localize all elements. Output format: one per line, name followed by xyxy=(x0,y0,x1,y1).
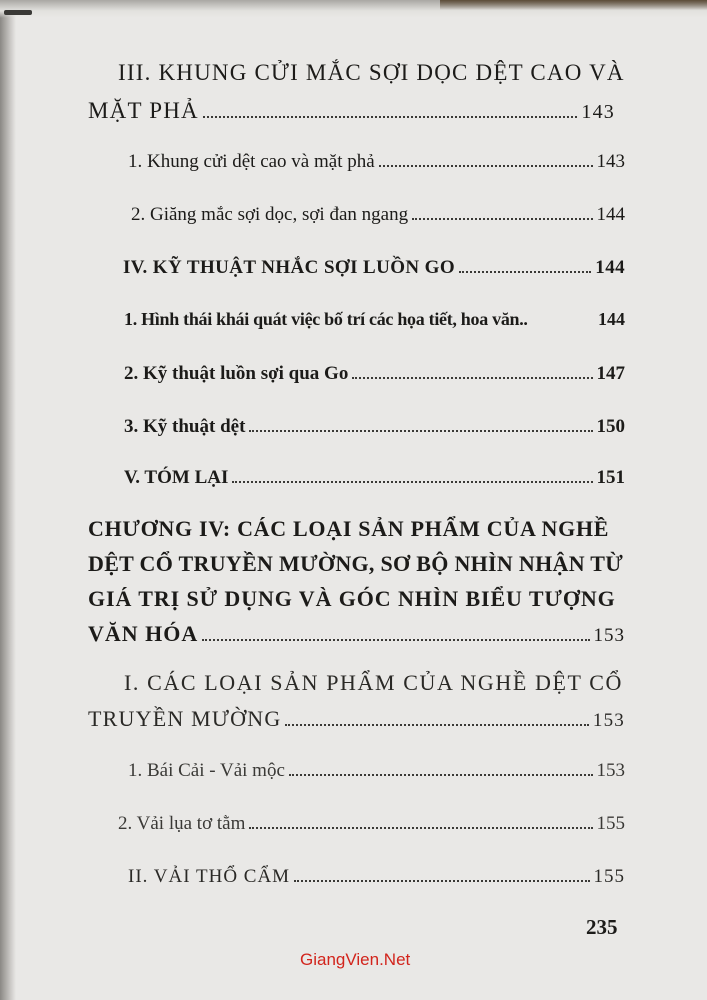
toc-entry-text: 1. Hình thái khái quát việc bố trí các họa tiết, hoa văn.. xyxy=(124,309,528,329)
watermark: GiangVien.Net xyxy=(300,950,411,969)
toc-entry-text: 1. Khung cửi dệt cao và mặt phả xyxy=(128,151,375,172)
toc-entry-page: 147 xyxy=(596,363,625,384)
toc-entry-text: TRUYỀN MƯỜNG xyxy=(88,706,282,731)
toc-chapter-4-section-1-line2 xyxy=(88,706,625,732)
toc-entry xyxy=(128,760,625,782)
page-tab-mark xyxy=(4,10,32,15)
toc-entry xyxy=(128,866,625,888)
toc-entry-page: 153 xyxy=(593,625,625,646)
toc-entry xyxy=(123,257,625,279)
toc-entry-page: 151 xyxy=(596,467,625,488)
toc-chapter-4-line3: GIÁ TRỊ SỬ DỤNG VÀ GÓC NHÌN BIỂU TƯỢNG xyxy=(88,586,616,611)
toc-entry xyxy=(128,151,625,173)
toc-entry-text: IV. KỸ THUẬT NHẮC SỢI LUỒN GO xyxy=(123,257,456,278)
toc-entry xyxy=(124,363,625,385)
toc-entry-page: 155 xyxy=(593,866,625,887)
toc-chapter-4-section-1-line1: I. CÁC LOẠI SẢN PHẨM CỦA NGHỀ DỆT CỔ xyxy=(124,670,624,695)
toc-entry-page: 153 xyxy=(592,710,625,731)
dot-leader xyxy=(379,165,593,167)
toc-entry-page: 150 xyxy=(596,416,625,437)
dot-leader xyxy=(203,116,578,118)
toc-entry xyxy=(124,416,625,438)
toc-entry-text: V. TÓM LẠI xyxy=(124,467,229,488)
toc-entry-page: 143 xyxy=(596,151,625,172)
toc-chapter-4-line1: CHƯƠNG IV: CÁC LOẠI SẢN PHẨM CỦA NGHỀ xyxy=(88,516,610,541)
toc-entry-page: 143 xyxy=(581,101,615,123)
dot-leader xyxy=(232,481,592,483)
dot-leader xyxy=(202,639,589,641)
toc-chapter-4-line4 xyxy=(88,621,625,647)
dot-leader xyxy=(412,218,592,220)
toc-section-3-title-line1: III. KHUNG CỬI MẮC SỢI DỌC DỆT CAO VÀ xyxy=(118,60,625,85)
toc-entry-text: MẶT PHẢ xyxy=(88,98,199,123)
toc-entry xyxy=(131,204,625,226)
dot-leader xyxy=(289,774,593,776)
toc-entry xyxy=(124,467,625,489)
toc-entry-text: II. VẢI THỔ CẨM xyxy=(128,866,291,887)
dot-leader xyxy=(285,724,588,726)
toc-entry xyxy=(118,813,625,835)
toc-entry-text: 2. Vải lụa tơ tằm xyxy=(118,813,246,834)
dot-leader xyxy=(459,271,591,273)
toc-entry-page: 153 xyxy=(596,760,625,781)
dot-leader xyxy=(352,377,592,379)
toc-entry-page: 144 xyxy=(598,309,625,329)
scan-top-shadow xyxy=(440,0,707,10)
dot-leader xyxy=(249,827,592,829)
toc-entry-text: 3. Kỹ thuật dệt xyxy=(124,416,246,437)
toc-entry-text: 2. Giăng mắc sợi dọc, sợi đan ngang xyxy=(131,204,409,225)
toc-entry-text: VĂN HÓA xyxy=(88,621,199,646)
toc-entry-page: 155 xyxy=(596,813,625,834)
toc-chapter-4-line2: DỆT CỔ TRUYỀN MƯỜNG, SƠ BỘ NHÌN NHẬN TỪ xyxy=(88,551,624,576)
page-number: 235 xyxy=(586,915,618,939)
toc-entry-page: 144 xyxy=(596,204,625,225)
toc-section-3-title-line2 xyxy=(88,98,615,124)
toc-entry-page: 144 xyxy=(595,257,625,278)
toc-entry-text: 2. Kỹ thuật luồn sợi qua Go xyxy=(124,363,349,384)
dot-leader xyxy=(294,880,589,882)
toc-entry-text: 1. Bái Cải - Vải mộc xyxy=(128,760,285,781)
toc-entry xyxy=(124,309,625,330)
dot-leader xyxy=(249,430,592,432)
scan-left-edge xyxy=(0,0,16,1000)
